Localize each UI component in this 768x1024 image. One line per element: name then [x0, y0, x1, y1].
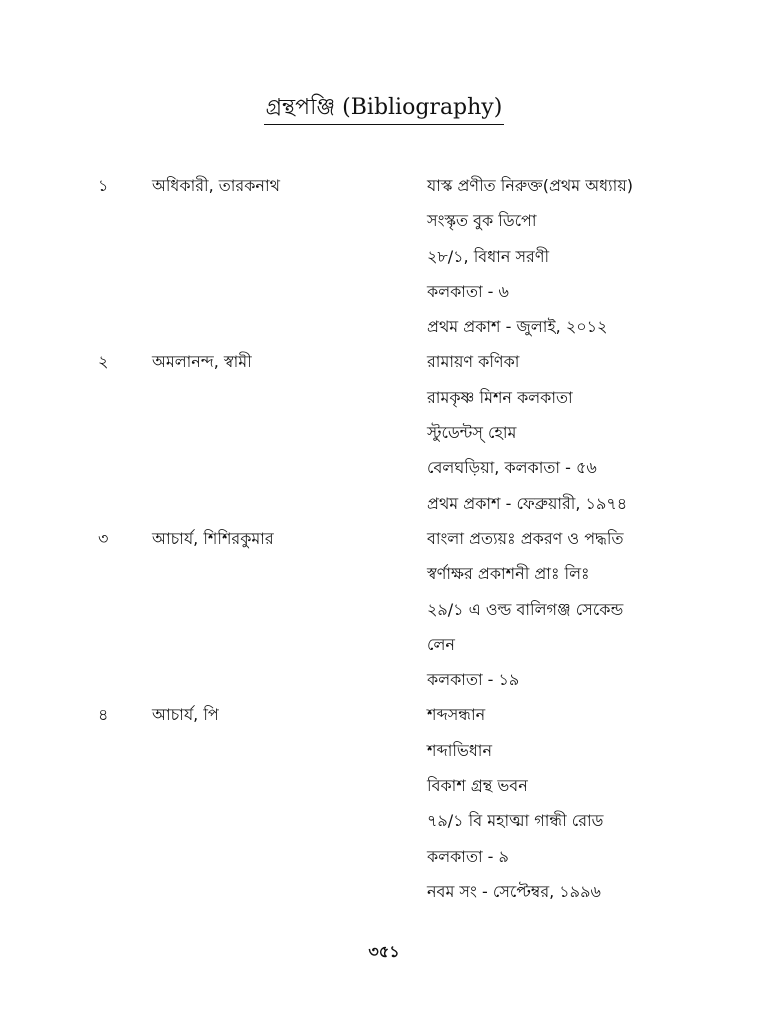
- entry-detail-line: কলকাতা - ৯: [427, 846, 509, 866]
- entry-detail-line: ৭৯/১ বি মহাত্মা গান্ধী রোড: [427, 811, 604, 831]
- entry-detail-line: লেন: [427, 634, 455, 654]
- entry-detail-line: প্রথম প্রকাশ - জুলাই, ২০১২: [427, 317, 608, 337]
- entry-detail-line: ২৮/১, বিধান সরণী: [427, 246, 550, 266]
- entry-number: ২: [98, 352, 109, 372]
- entry-detail-line: নবম সং - সেপ্টেম্বর, ১৯৯৬: [427, 881, 601, 901]
- entry-author: আচার্য, পি: [152, 705, 219, 725]
- entry-detail-line: শব্দাভিধান: [427, 740, 492, 760]
- bibliography-entry: [0, 168, 768, 344]
- bibliography-list: [0, 168, 768, 909]
- entry-detail-line: স্টুডেন্টস্ হোম: [427, 423, 517, 443]
- entry-detail-line: কলকাতা - ৬: [427, 281, 509, 301]
- entry-number: ৪: [98, 705, 109, 725]
- entry-detail-line: বিকাশ গ্রন্থ ভবন: [427, 776, 528, 796]
- entry-detail-line: ২৯/১ এ ওল্ড বালিগঞ্জ সেকেন্ড: [427, 599, 624, 619]
- entry-details: [427, 344, 747, 520]
- entry-detail-line: শব্দসন্ধান: [427, 705, 486, 725]
- page-title: [0, 92, 768, 125]
- entry-number: ৩: [98, 528, 109, 548]
- entry-detail-line: কলকাতা - ১৯: [427, 670, 520, 690]
- entry-detail-line: স্বর্ণাক্ষর প্রকাশনী প্রাঃ লিঃ: [427, 564, 590, 584]
- entry-detail-line: প্রথম প্রকাশ - ফেব্রুয়ারী, ১৯৭৪: [427, 493, 628, 513]
- entry-detail-line: রামকৃষ্ণ মিশন কলকাতা: [427, 387, 573, 407]
- entry-details: [427, 168, 747, 344]
- entry-author: অধিকারী, তারকনাথ: [152, 176, 280, 195]
- entry-number: ১: [98, 176, 109, 195]
- entry-detail-line: বেলঘড়িয়া, কলকাতা - ৫৬: [427, 458, 597, 478]
- bibliography-entry: [0, 521, 768, 697]
- entry-detail-line: রামায়ণ কণিকা: [427, 352, 520, 372]
- page-title-text: গ্রন্থপঞ্জি (Bibliography): [264, 93, 505, 125]
- entry-author: অমলানন্দ, স্বামী: [152, 352, 252, 372]
- entry-details: [427, 521, 747, 697]
- entry-detail-line: যাস্ক প্রণীত নিরুক্ত(প্রথম অধ্যায়): [427, 176, 633, 195]
- bibliography-entry: [0, 344, 768, 520]
- entry-detail-line: বাংলা প্রত্যয়ঃ প্রকরণ ও পদ্ধতি: [427, 528, 624, 548]
- entry-author: আচার্য, শিশিরকুমার: [152, 528, 274, 548]
- entry-detail-line: সংস্কৃত বুক ডিপো: [427, 211, 537, 231]
- entry-details: [427, 697, 747, 909]
- bibliography-entry: [0, 697, 768, 909]
- page-number: ৩৫১: [368, 942, 400, 961]
